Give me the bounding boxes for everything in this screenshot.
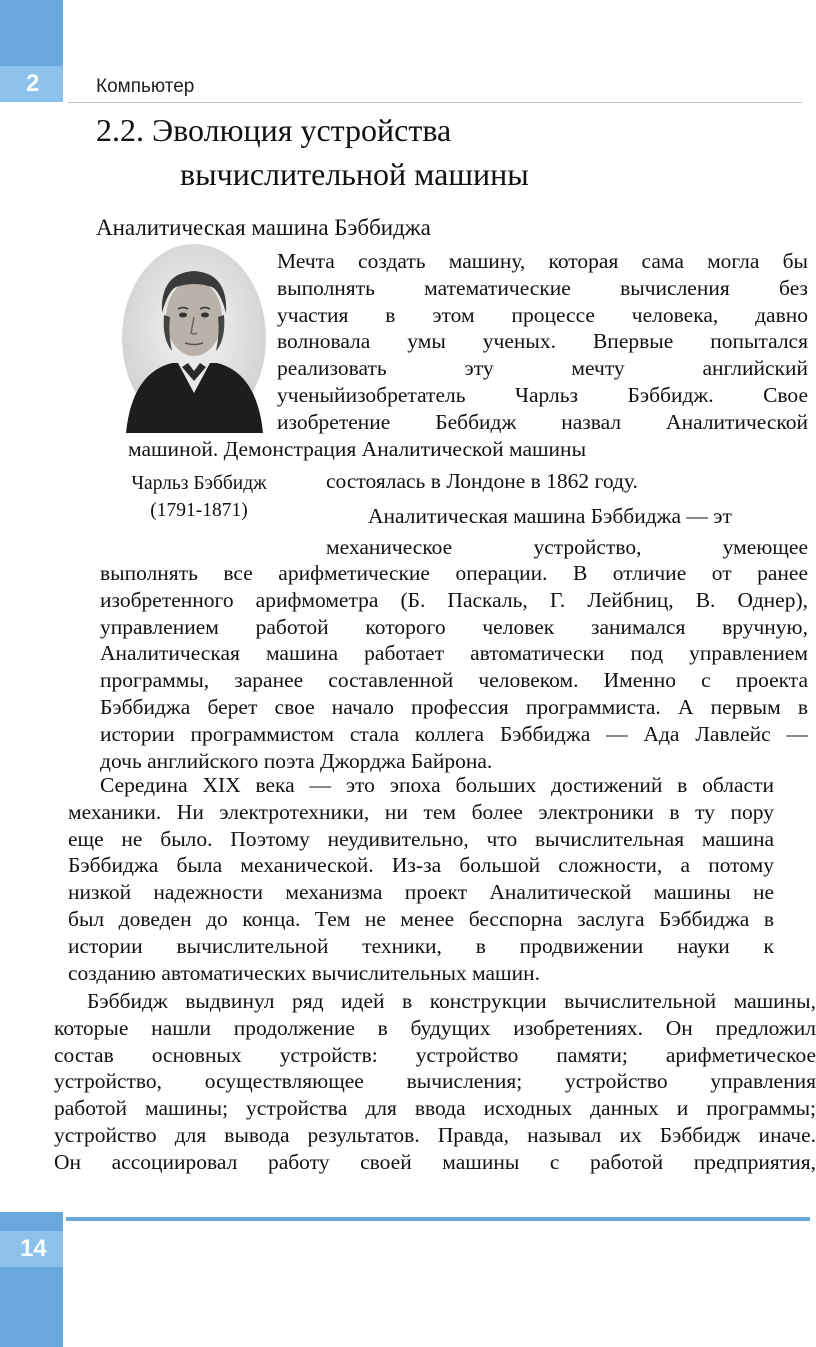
text-line: машиной. Демонстрация Аналитической машины [128, 437, 587, 461]
section-title [96, 108, 529, 196]
text-line: управлением работой которого человек занимался вручную, [100, 614, 808, 639]
page-number: 14 [0, 1231, 63, 1267]
text-line: истории вычислительной техники, в продвижении науки к [68, 933, 774, 958]
eye-left [179, 313, 187, 318]
chapter-number: 2 [0, 66, 63, 102]
eye-right [201, 313, 209, 318]
section-title-line1: 2.2. Эволюция устройства [96, 112, 452, 148]
text-line: Середина XIX века — это эпоха больших достижений в области [100, 773, 774, 797]
text-line: Аналитическая машина Бэббиджа — эт [368, 504, 732, 528]
text-line: механики. Ни электротехники, ни тем более электроники в ту пору [68, 799, 774, 824]
text-line: которые нашли продолжение в будущих изобретениях. Он предложил [54, 1015, 816, 1040]
text-line: состоялась в Лондоне в 1862 году. [326, 469, 638, 493]
text-line: изобретенного арифмометра (Б. Паскаль, Г. Лейбниц, В. Однер), [100, 587, 808, 612]
text-line: ученыйизобретатель Чарльз Бэббидж. Свое [277, 382, 808, 407]
caption-years: (1791-1871) [150, 500, 248, 521]
text-line: работой машины; устройства для ввода исходных данных и программы; [54, 1096, 816, 1121]
text-line: реализовать эту мечту английский [277, 356, 808, 381]
text-line: выполнять все арифметические операции. В отличие от ранее [100, 561, 808, 585]
chapter-tab [0, 0, 63, 102]
footer-divider [66, 1217, 810, 1221]
text-line: Мечта создать машину, которая сама могла бы [277, 249, 808, 273]
paragraph-3 [68, 772, 774, 986]
header-divider [68, 102, 802, 103]
text-line: участия в этом процессе человека, давно [277, 302, 808, 327]
text-line: низкой надежности механизма проект Аналитической машины не [68, 880, 774, 905]
text-line: механическое устройство, умеющее [326, 535, 808, 559]
paragraph-1 [277, 248, 808, 436]
paragraph-4 [54, 988, 816, 1176]
subheading: Аналитическая машина Бэббиджа [96, 215, 431, 240]
text-line: изобретение Беббидж назвал Аналитической [277, 409, 808, 434]
babbage-portrait [122, 243, 267, 433]
caption-name: Чарльз Бэббидж [131, 473, 267, 494]
text-line: Аналитическая машина работает автоматически под управлением [100, 641, 808, 666]
text-line: программы, заранее составленной человеком. Именно с проекта [100, 668, 808, 693]
text-line: Бэббидж выдвинул ряд идей в конструкции вычислительной машины, [87, 989, 816, 1013]
portrait-caption [112, 470, 286, 524]
text-line: устройство для вывода результатов. Правда, называл их Бэббидж иначе. [54, 1122, 816, 1147]
text-line: устройство, осуществляющее вычисления; устройство управления [54, 1069, 816, 1094]
text-line: Бэббиджа берет свое начало профессия программиста. А первым в [100, 694, 808, 719]
running-title: Компьютер [96, 76, 195, 97]
text-line: дочь английского поэта Джорджа Байрона. [100, 748, 493, 773]
text-line: Он ассоциировал работу своей машины с работой предприятия, [54, 1149, 816, 1174]
text-line: был доведен до конца. Тем не менее бесспорна заслуга Бэббиджа в [68, 906, 774, 931]
text-line: выполнять математические вычисления без [277, 275, 808, 300]
text-line: волновала умы ученых. Впервые попытался [277, 329, 808, 354]
paragraph-2 [100, 560, 808, 774]
text-line: Бэббиджа была механической. Из-за большой сложности, а потому [68, 853, 774, 878]
text-line: еще не было. Поэтому неудивительно, что вычислительная машина [68, 826, 774, 851]
text-line: созданию автоматических вычислительных машин. [68, 960, 540, 985]
text-line: истории программистом стала коллега Бэббиджа — Ада Лавлейс — [100, 721, 808, 746]
text-line: состав основных устройств: устройство памяти; арифметическое [54, 1042, 816, 1067]
section-title-line2: вычислительной машины [180, 156, 529, 192]
